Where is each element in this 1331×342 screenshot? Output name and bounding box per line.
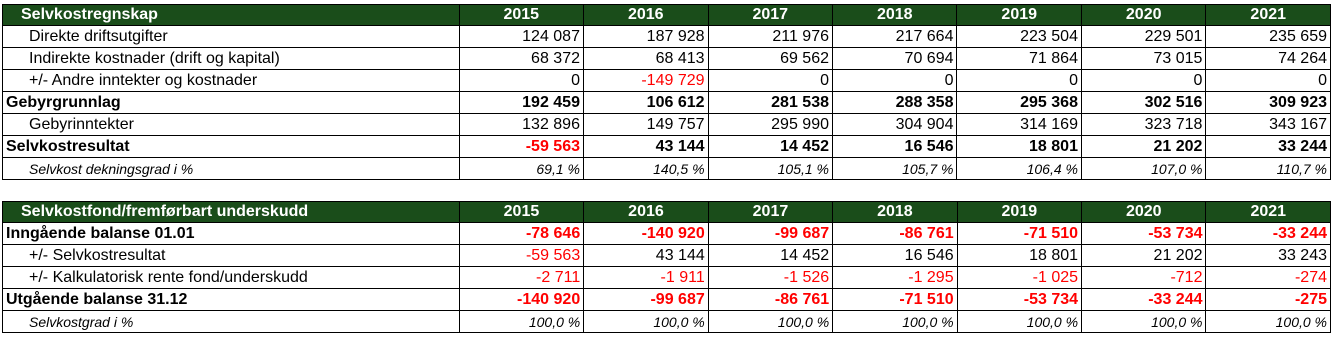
- table-row: [3, 311, 1331, 333]
- selvkostregnskap-table: [2, 4, 1331, 180]
- year-header: 2015: [459, 202, 584, 223]
- value-cell: 74 264: [1206, 48, 1331, 70]
- value-cell: -274: [1206, 267, 1331, 289]
- table-row: [3, 114, 1331, 136]
- value-cell: -71 510: [957, 223, 1081, 245]
- value-cell: 107,0 %: [1081, 158, 1205, 180]
- table-row: [3, 136, 1331, 158]
- value-cell: -99 687: [584, 289, 709, 311]
- value-cell: 18 801: [957, 136, 1081, 158]
- row-label: +/- Selvkostresultat: [3, 245, 460, 267]
- value-cell: -1 025: [957, 267, 1081, 289]
- row-label: Inngående balanse 01.01: [3, 223, 460, 245]
- value-cell: 18 801: [957, 245, 1081, 267]
- value-cell: 21 202: [1082, 245, 1206, 267]
- value-cell: -86 761: [708, 289, 832, 311]
- value-cell: -33 244: [1082, 289, 1206, 311]
- value-cell: 69 562: [708, 48, 832, 70]
- value-cell: 314 169: [957, 114, 1081, 136]
- table-row: [3, 26, 1331, 48]
- year-header: 2021: [1206, 202, 1331, 223]
- value-cell: -149 729: [583, 70, 708, 92]
- value-cell: 100,0 %: [957, 311, 1081, 333]
- value-cell: 33 243: [1206, 245, 1331, 267]
- value-cell: 132 896: [459, 114, 583, 136]
- table-row: [3, 92, 1331, 114]
- value-cell: -1 911: [584, 267, 709, 289]
- value-cell: 0: [833, 70, 957, 92]
- value-cell: 0: [1206, 70, 1331, 92]
- value-cell: 323 718: [1081, 114, 1205, 136]
- value-cell: 100,0 %: [459, 311, 584, 333]
- row-label: Utgående balanse 31.12: [3, 289, 460, 311]
- year-header: 2021: [1206, 5, 1331, 26]
- row-label: Selvkostresultat: [3, 136, 460, 158]
- value-cell: -140 920: [459, 289, 584, 311]
- value-cell: 124 087: [459, 26, 583, 48]
- row-label: Selvkost dekningsgrad i %: [3, 158, 460, 180]
- row-label: Gebyrinntekter: [3, 114, 460, 136]
- year-header: 2017: [708, 5, 832, 26]
- value-cell: 100,0 %: [708, 311, 832, 333]
- value-cell: 140,5 %: [583, 158, 708, 180]
- year-header: 2019: [957, 5, 1081, 26]
- table-title: Selvkostfond/fremførbart underskudd: [3, 202, 460, 223]
- value-cell: -59 563: [459, 136, 583, 158]
- value-cell: 21 202: [1081, 136, 1205, 158]
- value-cell: 149 757: [583, 114, 708, 136]
- row-label: Indirekte kostnader (drift og kapital): [3, 48, 460, 70]
- table-header-row: [3, 5, 1331, 26]
- value-cell: 223 504: [957, 26, 1081, 48]
- value-cell: 70 694: [833, 48, 957, 70]
- value-cell: 105,1 %: [708, 158, 832, 180]
- value-cell: 68 372: [459, 48, 583, 70]
- row-label: Direkte driftsutgifter: [3, 26, 460, 48]
- value-cell: 295 990: [708, 114, 832, 136]
- value-cell: 302 516: [1081, 92, 1205, 114]
- value-cell: 100,0 %: [1082, 311, 1206, 333]
- value-cell: -99 687: [708, 223, 832, 245]
- row-label: +/- Kalkulatorisk rente fond/underskudd: [3, 267, 460, 289]
- row-label: Gebyrgrunnlag: [3, 92, 460, 114]
- value-cell: 16 546: [833, 245, 957, 267]
- value-cell: 106 612: [583, 92, 708, 114]
- year-header: 2016: [583, 5, 708, 26]
- value-cell: 100,0 %: [584, 311, 709, 333]
- value-cell: 14 452: [708, 136, 832, 158]
- table-row: [3, 48, 1331, 70]
- value-cell: -1 526: [708, 267, 832, 289]
- value-cell: 217 664: [833, 26, 957, 48]
- value-cell: -275: [1206, 289, 1331, 311]
- value-cell: -78 646: [459, 223, 584, 245]
- value-cell: 43 144: [583, 136, 708, 158]
- value-cell: 192 459: [459, 92, 583, 114]
- value-cell: 309 923: [1206, 92, 1331, 114]
- value-cell: 69,1 %: [459, 158, 583, 180]
- value-cell: -1 295: [833, 267, 957, 289]
- value-cell: 0: [957, 70, 1081, 92]
- year-header: 2020: [1081, 5, 1205, 26]
- value-cell: 187 928: [583, 26, 708, 48]
- value-cell: 105,7 %: [833, 158, 957, 180]
- value-cell: 0: [708, 70, 832, 92]
- value-cell: 71 864: [957, 48, 1081, 70]
- year-header: 2018: [833, 5, 957, 26]
- value-cell: 288 358: [833, 92, 957, 114]
- table-row: [3, 223, 1331, 245]
- year-header: 2018: [833, 202, 957, 223]
- selvkostfond-table: [2, 201, 1331, 333]
- value-cell: -71 510: [833, 289, 957, 311]
- year-header: 2015: [459, 5, 583, 26]
- table-title: Selvkostregnskap: [3, 5, 460, 26]
- value-cell: 0: [1081, 70, 1205, 92]
- value-cell: 304 904: [833, 114, 957, 136]
- year-header: 2019: [957, 202, 1081, 223]
- table-row: [3, 267, 1331, 289]
- year-header: 2017: [708, 202, 832, 223]
- value-cell: -53 734: [1082, 223, 1206, 245]
- value-cell: -712: [1082, 267, 1206, 289]
- value-cell: 100,0 %: [833, 311, 957, 333]
- value-cell: 229 501: [1081, 26, 1205, 48]
- value-cell: 110,7 %: [1206, 158, 1331, 180]
- value-cell: -140 920: [584, 223, 709, 245]
- value-cell: -59 563: [459, 245, 584, 267]
- row-label: Selvkostgrad i %: [3, 311, 460, 333]
- table-row: [3, 158, 1331, 180]
- value-cell: 281 538: [708, 92, 832, 114]
- value-cell: 33 244: [1206, 136, 1331, 158]
- year-header: 2020: [1082, 202, 1206, 223]
- row-label: +/- Andre inntekter og kostnader: [3, 70, 460, 92]
- value-cell: 68 413: [583, 48, 708, 70]
- value-cell: 16 546: [833, 136, 957, 158]
- value-cell: 73 015: [1081, 48, 1205, 70]
- value-cell: 343 167: [1206, 114, 1331, 136]
- table-row: [3, 289, 1331, 311]
- value-cell: 295 368: [957, 92, 1081, 114]
- value-cell: -2 711: [459, 267, 584, 289]
- value-cell: 106,4 %: [957, 158, 1081, 180]
- year-header: 2016: [584, 202, 709, 223]
- value-cell: 235 659: [1206, 26, 1331, 48]
- value-cell: 100,0 %: [1206, 311, 1331, 333]
- value-cell: -53 734: [957, 289, 1081, 311]
- value-cell: 211 976: [708, 26, 832, 48]
- table-row: [3, 70, 1331, 92]
- table-row: [3, 245, 1331, 267]
- value-cell: 43 144: [584, 245, 709, 267]
- table-header-row: [3, 202, 1331, 223]
- value-cell: -86 761: [833, 223, 957, 245]
- value-cell: -33 244: [1206, 223, 1331, 245]
- value-cell: 0: [459, 70, 583, 92]
- value-cell: 14 452: [708, 245, 832, 267]
